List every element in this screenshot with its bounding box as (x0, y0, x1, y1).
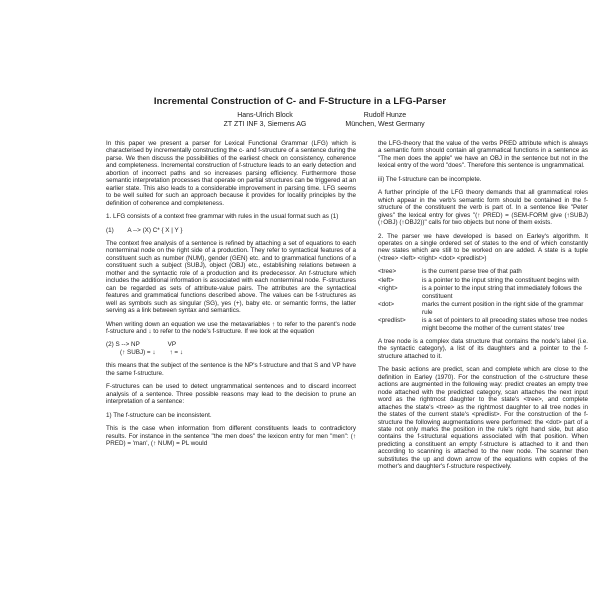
definition-item (378, 317, 588, 332)
body-paragraph: this means that the subject of the sentence is the NP's f-structure and that S and VP have the same f-structure. (106, 362, 356, 377)
definition-desc: marks the current position in the right side of the grammar rule (422, 301, 584, 316)
definition-term: <dot> (378, 301, 395, 309)
definition-term: <left> (378, 276, 394, 284)
paper-title: Incremental Construction of C- and F-Structure in a LFG-Parser (153, 96, 447, 107)
body-paragraph: The basic actions are predict, scan and complete which are close to the definition in Earley (1970). For the construction of the c-structure these actions are augmented in the following way: predict creates an empty tree node attached with the predicted category, scan attaches the next input word as the rightmost daughter to the state's <tree>, and complete attaches the state's <tree> as the rightmost daughter to all tree nodes in the states of the current state's <predlist>. For the construction of the f-structure the following augmentations were performed: the <dot> part of a state not only marks the position in the rule's right hand side, but also contains the f-structural equations associated with that position. When predicting a constituent an empty f-structure is attached to it and then according to scanning is attached to the new node. The scanner then substitutes the up and down arrow of the equations with copies of the mother's and daughter's f-structure respectively. (378, 366, 588, 471)
body-paragraph: A tree node is a complex data structure that contains the node's label (i.e. the syntactic category), a list of its daughters and a pointer to the f-structure attached to it. (378, 337, 588, 360)
definition-item (378, 268, 588, 275)
equation-1: (1) A --> (X) C* { X | Y } (106, 226, 183, 234)
equation-2-line-2: (↑ SUBJ) = ↓ ↑ = ↓ (106, 348, 183, 356)
body-paragraph: 1) The f-structure can be inconsistent. (106, 411, 212, 419)
definition-desc: is a set of pointers to all preceding states whose tree nodes might become the mother of the current states' tree (422, 317, 588, 332)
section-1-intro: 1. LFG consists of a context free grammar with rules in the usual format such as (1) (106, 213, 339, 221)
body-paragraph: The context free analysis of a sentence is refined by attaching a set of equations to each nonterminal node on the right side of a production. They refer to syntactical features of a constituent such as number (NUM), gender (GEN) etc. and to grammatical functions of a constituent such a subject (SUBJ), object (OBJ) etc., establishing relations between a mother and the syntactic role of a production and its predecessor. An f-structure which includes the additional information is associated with each nonterminal node. F-structures can be regarded as sets of attribute-value pairs. The attributes are the syntactical features and grammatical functions described above. The values can be f-structures as well as symbols such as singular (SG), yes (+), baby etc. or semantic forms, the latter serving as a link between syntax and semantics. (106, 239, 356, 315)
body-paragraph: This is the case when information from different constituents leads to contradictory results. For instance in the sentence "the men does" the lexicon entry for men "men": (↑ PRED) = 'man', (↑ NUM) = PL would (106, 425, 356, 447)
definition-term: <predlist> (378, 317, 406, 325)
body-paragraph: iii) The f-structure can be incomplete. (378, 175, 482, 183)
body-paragraph: A further principle of the LFG theory demands that all grammatical roles which appear in the verb's semantic form should be contained in the f-structure of the constituent the verb is part of. In a sentence like "Peter gives" the lexical entry for gives "(↑ PRED) = (SEM-FORM give (↑SUBJ) (↑OBJ) (↑OBJ2))" calls for two objects but none of them exists. (378, 189, 588, 227)
author-2 (330, 112, 440, 129)
author-2-affiliation: München, West Germany (345, 120, 425, 128)
author-1 (200, 112, 330, 129)
left-column (106, 140, 356, 453)
equation-2-line-1: (2) S --> NP VP (106, 341, 177, 349)
state-definition-list (378, 268, 588, 332)
definition-term: <tree> (378, 268, 397, 276)
definition-item (378, 285, 588, 300)
definition-desc: is a pointer to the input string that immediately follows the constituent (422, 285, 582, 300)
abstract-paragraph: In this paper we present a parser for Lexical Functional Grammar (LFG) which is characterised by incrementally constructing the c- and f-structure of a sentence during the parse. We then discuss the possibilities of the earliest check on consistency, coherence and completeness. Incremental construction of f-structure leads to an early detection and abortion of incorrect paths and so increases parsing efficiency. Furthermore those semantic interpretation processes that operate on partial structures can be triggered at an earlier state. This also leads to a considerable improvement in parsing time. LFG seems to be well suited for such an approach because it provides for locality principles by the definition of coherence and completeness. (106, 140, 356, 207)
section-2-intro: 2. The parser we have developed is based on Earley's algorithm. It operates on a single ordered set of states to the end of which constantly new states which are still to be worked on are added. A state is a tuple (<tree> <left> <right> <dot> <predlist>) (378, 232, 588, 262)
definition-term: <right> (378, 285, 398, 293)
definition-desc: is the current parse tree of that path (422, 268, 522, 276)
equation-2 (106, 341, 356, 356)
author-1-affiliation: ZT ZTI INF 3, Siemens AG (223, 120, 307, 128)
author-2-name: Rudolf Hunze (363, 112, 407, 119)
body-paragraph: When writing down an equation we use the metavariables ↑ to refer to the parent's node f-structure and ↓ to refer to the node's f-structure. If we look at the equation (106, 320, 356, 335)
right-column (378, 140, 588, 477)
definition-item (378, 277, 588, 284)
definition-desc: is a pointer to the input string the constituent begins with (422, 276, 579, 284)
author-1-name: Hans-Ulrich Block (237, 112, 293, 119)
body-paragraph: the LFG-theory that the value of the verbs PRED attribute which is always a semantic form should contain all grammatical functions in a sentence as "The men does the apple" we have an OBJ in the sentence but not in the lexical entry of the word "does". Therefore this sentence is ungrammatical. (378, 140, 588, 170)
definition-item (378, 301, 588, 316)
body-paragraph: F-structures can be used to detect ungrammatical sentences and to discard incorrect analysis of a sentence. Three possible reasons may lead to the decision to prune an interpretation of a sentence: (106, 383, 356, 406)
